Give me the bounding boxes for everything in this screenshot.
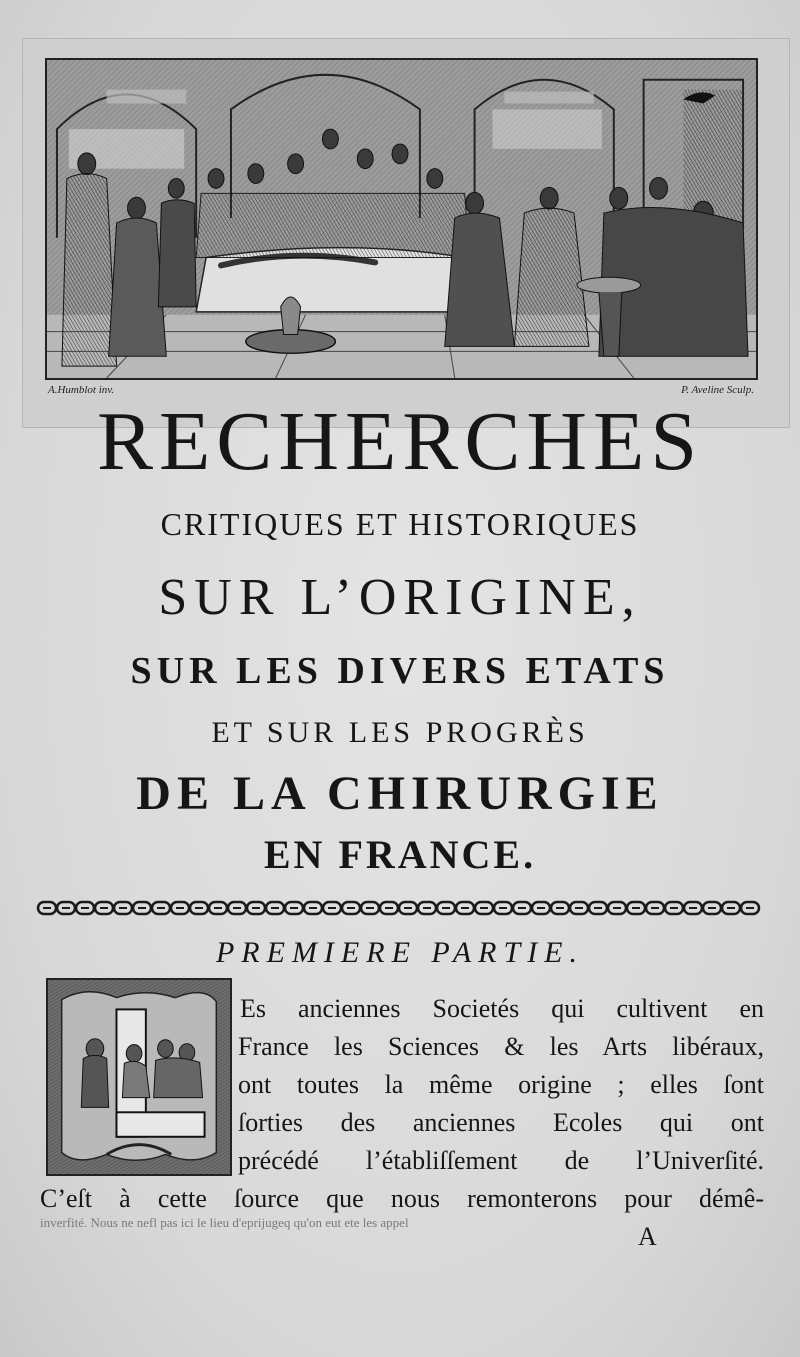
title-line-2: SUR L’ORIGINE, [158,569,642,626]
ornamental-letter-l-icon [46,978,232,1176]
chain-ornament-icon [36,898,764,918]
title-line-4: ET SUR LES PROGRÈS [211,716,589,749]
engraving-credit-engraver: P. Aveline Sculp. [681,384,754,396]
show-through-text: inverfité. Nous ne nefl pas ici le lieu d'eprijugeq qu'on eut ete les appel [40,1215,409,1230]
catchword: A [638,1222,657,1251]
body-line-5: précédé l’établiſſement de l’Univerſité. [238,1146,764,1175]
body-line-6: C’eſt à cette ſource que nous remonterons pour démê- [40,1184,764,1213]
engraving-credit-inventor: A.Humblot inv. [48,384,115,396]
title-main: RECHERCHES [96,395,704,488]
title-line-1: CRITIQUES ET HISTORIQUES [160,506,640,542]
body-line-3: ont toutes la même origine ; elles ſont [238,1070,764,1099]
anatomy-lesson-engraving-icon [45,58,758,380]
title-line-6: EN FRANCE. [263,832,537,877]
body-line-4: ſorties des anciennes Ecoles qui ont [238,1108,764,1137]
title-line-3: SUR LES DIVERS ETATS [130,650,670,692]
section-heading: PREMIERE PARTIE. [215,936,585,969]
body-line-1: Es anciennes Societés qui cultivent en [240,994,764,1023]
title-line-5: DE LA CHIRURGIE [136,767,664,820]
body-line-2: France les Sciences & les Arts libéraux, [238,1032,764,1061]
